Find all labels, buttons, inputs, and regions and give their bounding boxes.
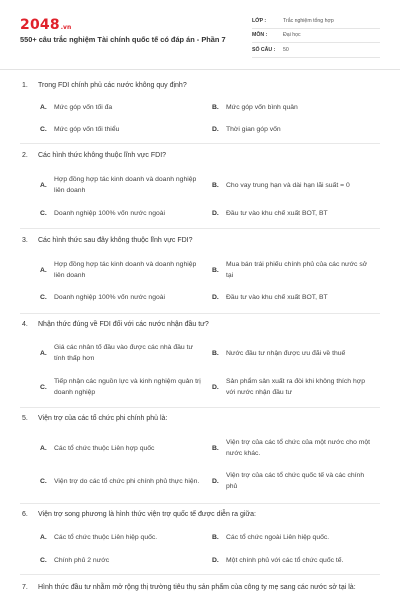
question-3-stem — [22, 237, 193, 244]
option-a[interactable] — [40, 342, 204, 364]
option-text: Các tổ chức thuộc Liên hiệp quốc. — [54, 534, 158, 541]
option-text: Giá các nhân tố đầu vào được các nhà đầu tư tính thấp hơn — [54, 344, 194, 362]
option-letter: B. — [212, 182, 219, 189]
option-letter: C. — [40, 557, 47, 564]
meta-key: SỐ CÂU : — [252, 46, 276, 53]
option-text: Thời gian góp vốn — [226, 126, 281, 133]
option-letter: D. — [212, 557, 219, 564]
meta-value: Trắc nghiệm tổng hợp — [283, 17, 334, 24]
option-text: Hợp đồng hợp tác kinh doanh và doanh nghiệp liên doanh — [54, 176, 197, 194]
option-text: Các tổ chức thuộc Liên hợp quốc — [54, 445, 155, 452]
question-text: Hình thức đầu tư nhằm mở rộng thị trường tiêu thụ sản phẩm của công ty mẹ sang các nước sở tại là: — [38, 584, 356, 591]
option-a[interactable] — [40, 532, 157, 543]
question-4-stem — [22, 321, 209, 328]
question-text: Các hình thức không thuộc lĩnh vực FDI? — [38, 152, 167, 159]
option-b[interactable] — [212, 437, 376, 459]
option-letter: B. — [212, 534, 219, 541]
option-letter: D. — [212, 477, 219, 485]
meta-row-count — [252, 43, 380, 58]
option-text: Viện trợ của các tổ chức quốc tế và các chính phủ — [226, 472, 365, 490]
option-b[interactable] — [212, 102, 298, 113]
document-title: 550+ câu trắc nghiệm Tài chính quốc tế có đáp án - Phần 7 — [20, 35, 226, 44]
divider — [20, 503, 380, 504]
option-b[interactable] — [212, 259, 376, 281]
option-d[interactable] — [212, 555, 343, 566]
option-text: Sản phẩm sản xuất ra đòi khi không thích hợp với nước nhận đầu tư — [226, 378, 365, 396]
question-number: 3. — [22, 237, 28, 244]
option-letter: D. — [212, 210, 219, 217]
option-text: Một chính phủ với các tổ chức quốc tế. — [226, 557, 344, 564]
logo-suffix: .vn — [60, 24, 72, 31]
question-number: 2. — [22, 152, 28, 159]
option-b[interactable] — [212, 532, 329, 543]
meta-key: LỚP : — [252, 17, 267, 24]
logo-text: 2048 — [20, 17, 60, 33]
divider — [20, 313, 380, 314]
meta-row-subject — [252, 29, 380, 44]
option-c[interactable] — [40, 292, 165, 303]
option-d[interactable] — [212, 292, 328, 303]
option-letter: A. — [40, 181, 47, 189]
option-letter: A. — [40, 104, 47, 111]
option-d[interactable] — [212, 124, 281, 135]
option-b[interactable] — [212, 180, 350, 191]
divider — [20, 228, 380, 229]
question-7-stem — [22, 582, 380, 593]
option-letter: A. — [40, 266, 47, 274]
option-text: Mức góp vốn tối thiểu — [54, 126, 120, 133]
option-letter: D. — [212, 383, 219, 391]
question-number: 5. — [22, 415, 28, 422]
option-letter: D. — [212, 126, 219, 133]
option-text: Doanh nghiệp 100% vốn nước ngoài — [54, 294, 166, 301]
question-number: 1. — [22, 82, 28, 89]
option-text: Mức góp vốn bình quân — [226, 104, 298, 111]
option-letter: C. — [40, 477, 47, 485]
option-a[interactable] — [40, 174, 204, 196]
option-a[interactable] — [40, 102, 112, 113]
option-a[interactable] — [40, 259, 204, 281]
question-text: Trong FDI chính phủ các nước không quy định? — [38, 82, 187, 89]
option-c[interactable] — [40, 208, 165, 219]
question-text: Viện trợ song phương là hình thức viện trợ quốc tế được diễn ra giữa: — [38, 511, 256, 518]
option-letter: A. — [40, 534, 47, 541]
option-text: Mức góp vốn tối đa — [54, 104, 113, 111]
question-6-stem — [22, 511, 256, 518]
option-letter: C. — [40, 210, 47, 217]
question-text: Các hình thức sau đây không thuộc lĩnh vực FDI? — [38, 237, 193, 244]
option-c[interactable] — [40, 124, 119, 135]
meta-value: Đại học — [283, 32, 301, 39]
meta-table — [252, 14, 380, 58]
option-letter: C. — [40, 126, 47, 133]
document-header — [0, 0, 400, 70]
option-text: Mua bán trái phiếu chính phủ của các nước sở tại — [226, 261, 368, 279]
option-text: Đầu tư vào khu chế xuất BOT, BT — [226, 294, 328, 301]
option-c[interactable] — [40, 376, 204, 398]
option-letter: B. — [212, 350, 219, 357]
option-letter: B. — [212, 444, 219, 452]
option-d[interactable] — [212, 470, 376, 492]
option-a[interactable] — [40, 443, 154, 454]
option-text: Nước đầu tư nhận được ưu đãi về thuế — [226, 350, 346, 357]
option-text: Tiếp nhận các nguồn lực và kinh nghiệm quản trị doanh nghiệp — [54, 378, 201, 396]
question-text: Viện trợ của các tổ chức phi chính phủ là: — [38, 415, 168, 422]
option-c[interactable] — [40, 470, 204, 492]
question-number: 4. — [22, 321, 28, 328]
option-text: Chính phủ 2 nước — [54, 557, 110, 564]
option-letter: C. — [40, 294, 47, 301]
question-number: 6. — [22, 511, 28, 518]
divider — [20, 574, 380, 575]
option-letter: A. — [40, 445, 47, 452]
option-d[interactable] — [212, 376, 376, 398]
meta-key: MÔN : — [252, 32, 268, 39]
option-text: Đầu tư vào khu chế xuất BOT, BT — [226, 210, 328, 217]
question-text: Nhận thức đúng về FDI đối với các nước nhận đầu tư? — [38, 321, 209, 328]
option-d[interactable] — [212, 208, 328, 219]
divider — [20, 407, 380, 408]
option-c[interactable] — [40, 555, 109, 566]
divider — [20, 143, 380, 144]
option-text: Doanh nghiệp 100% vốn nước ngoài — [54, 210, 166, 217]
question-2-stem — [22, 152, 166, 159]
option-text: Cho vay trung hạn và dài hạn lãi suất = 0 — [226, 182, 350, 189]
option-letter: D. — [212, 294, 219, 301]
question-1-stem — [22, 82, 187, 89]
option-b[interactable] — [212, 348, 345, 359]
option-letter: B. — [212, 104, 219, 111]
question-number: 7. — [22, 584, 28, 591]
question-5-stem — [22, 415, 167, 422]
option-text: Viện trợ của các tổ chức của một nước cho một nước khác. — [226, 439, 371, 457]
option-letter: B. — [212, 266, 219, 274]
option-letter: C. — [40, 383, 47, 391]
option-text: Viện trợ do các tổ chức phi chính phủ thực hiện. — [54, 477, 200, 485]
option-text: Hợp đồng hợp tác kinh doanh và doanh nghiệp liên doanh — [54, 261, 197, 279]
option-letter: A. — [40, 349, 47, 357]
meta-value: 50 — [283, 46, 289, 53]
option-text: Các tổ chức ngoài Liên hiệp quốc. — [226, 534, 330, 541]
meta-row-class — [252, 14, 380, 29]
